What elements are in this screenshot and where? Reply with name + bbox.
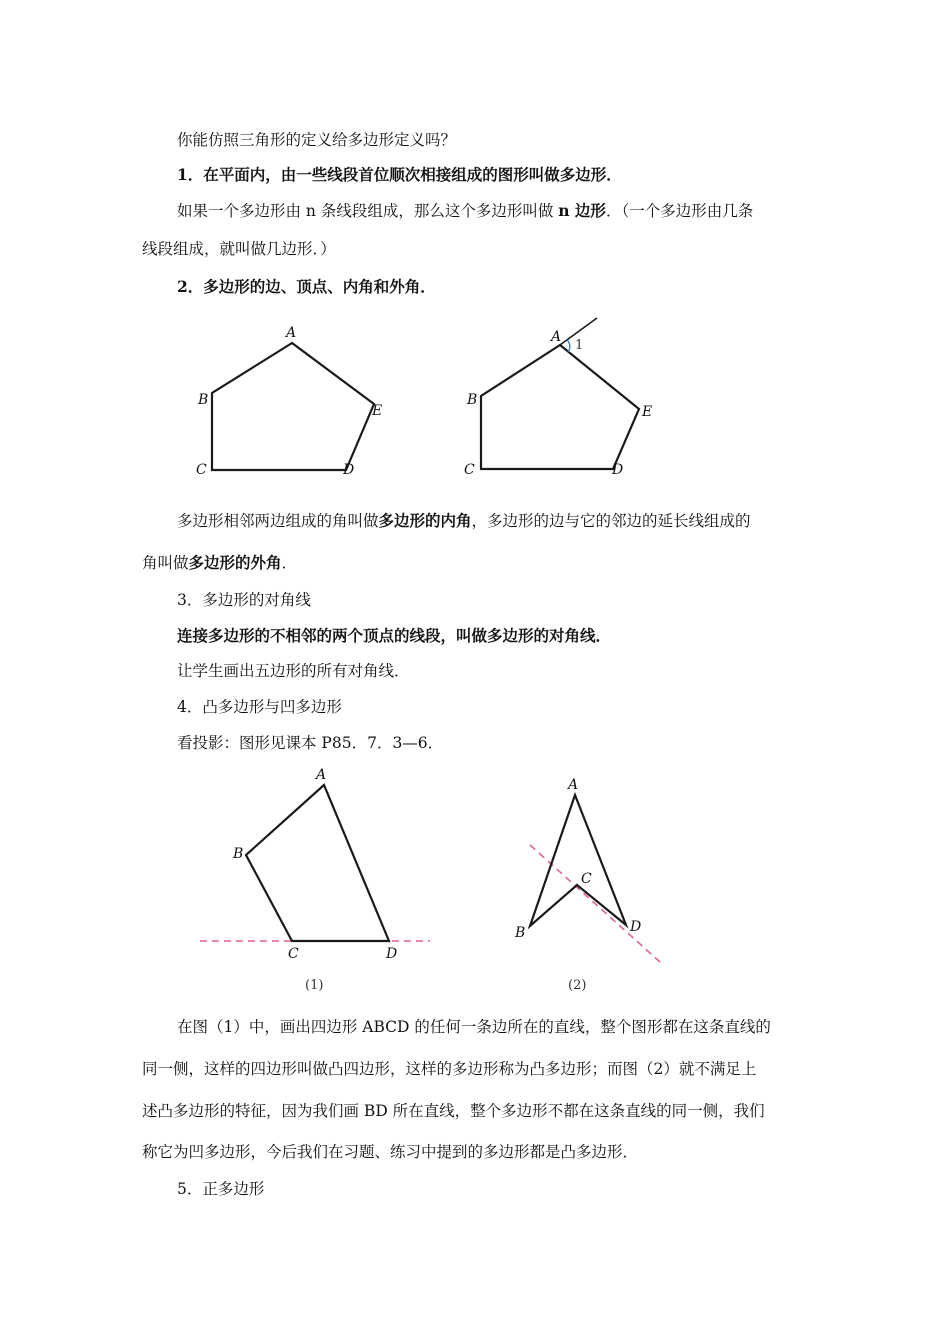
projection-note: 看投影：图形见课本 P85．7．3—6． <box>177 734 444 752</box>
label-B: B <box>233 846 244 862</box>
label-C: C <box>581 871 592 887</box>
label-A: A <box>568 777 579 793</box>
term-exterior-angle: 多边形的外角 <box>188 553 282 572</box>
interior-exterior-definition <box>0 511 950 531</box>
label-E: E <box>372 403 383 419</box>
figure-1-caption: (1) <box>305 978 324 993</box>
diagonal-definition: 连接多边形的不相邻的两个顶点的线段，叫做多边形的对角线． <box>177 626 612 645</box>
text-span: ．（一个多边形由几条 <box>605 202 754 220</box>
label-A: A <box>551 329 562 345</box>
convex-quadrilateral <box>200 767 430 993</box>
label-A: A <box>286 325 297 341</box>
pentagon-1 <box>196 325 382 478</box>
text-span: 如果一个多边形由 n 条线段组成，那么这个多边形叫做 <box>177 202 559 220</box>
section-3-heading: 3．多边形的对角线 <box>177 591 311 609</box>
angle-1-label: 1 <box>575 338 584 353</box>
convex-explanation-1: 在图（1）中，画出四边形 ABCD 的任何一条边所在的直线，整个图形都在这条直线的 <box>177 1018 771 1036</box>
text-span: ． <box>281 554 298 572</box>
figure-2-caption: (2) <box>568 978 587 993</box>
term-interior-angle: 多边形的内角 <box>378 511 472 530</box>
label-E: E <box>642 404 653 420</box>
label-B: B <box>198 392 209 408</box>
text-span: 多边形相邻两边组成的角叫做 <box>177 512 379 530</box>
text-span: 角叫做 <box>142 554 189 572</box>
label-C: C <box>196 462 207 478</box>
interior-exterior-definition-cont <box>0 553 950 573</box>
label-B: B <box>515 925 526 941</box>
convex-concave-figures <box>0 765 950 1005</box>
section-4-heading: 4．凸多边形与凹多边形 <box>177 698 342 716</box>
term-n-gon: n 边形 <box>558 201 606 220</box>
label-D: D <box>612 462 624 478</box>
label-B: B <box>467 392 478 408</box>
label-D: D <box>630 919 642 935</box>
convex-explanation-4: 称它为凹多边形，今后我们在习题、练习中提到的多边形都是凸多边形． <box>142 1143 639 1161</box>
convex-explanation-3: 述凸多边形的特征，因为我们画 BD 所在直线，整个多边形不都在这条直线的同一侧，我们 <box>142 1102 765 1120</box>
section-5-heading: 5．正多边形 <box>177 1180 265 1198</box>
diagonal-exercise: 让学生画出五边形的所有对角线． <box>177 662 410 680</box>
convex-explanation-2: 同一侧，这样的四边形叫做凸四边形，这样的多边形称为凸多边形；而图（2）就不满足上 <box>142 1060 757 1078</box>
n-gon-sentence-cont: 线段组成，就叫做几边形．） <box>142 240 336 258</box>
polygon-definition: 1．在平面内，由一些线段首位顺次相接组成的图形叫做多边形． <box>177 165 622 184</box>
n-gon-sentence <box>0 201 950 221</box>
concave-quadrilateral <box>514 777 660 993</box>
section-2-heading: 2．多边形的边、顶点、内角和外角． <box>177 277 436 296</box>
pentagon-2 <box>464 318 652 478</box>
label-C: C <box>464 462 475 478</box>
pentagon-figures <box>0 310 950 510</box>
label-A: A <box>316 767 327 783</box>
text-span: ，多边形的边与它的邻边的延长线组成的 <box>471 512 751 530</box>
label-D: D <box>343 462 355 478</box>
label-C: C <box>288 946 299 962</box>
label-D: D <box>386 946 398 962</box>
question-text: 你能仿照三角形的定义给多边形定义吗？ <box>177 131 457 149</box>
